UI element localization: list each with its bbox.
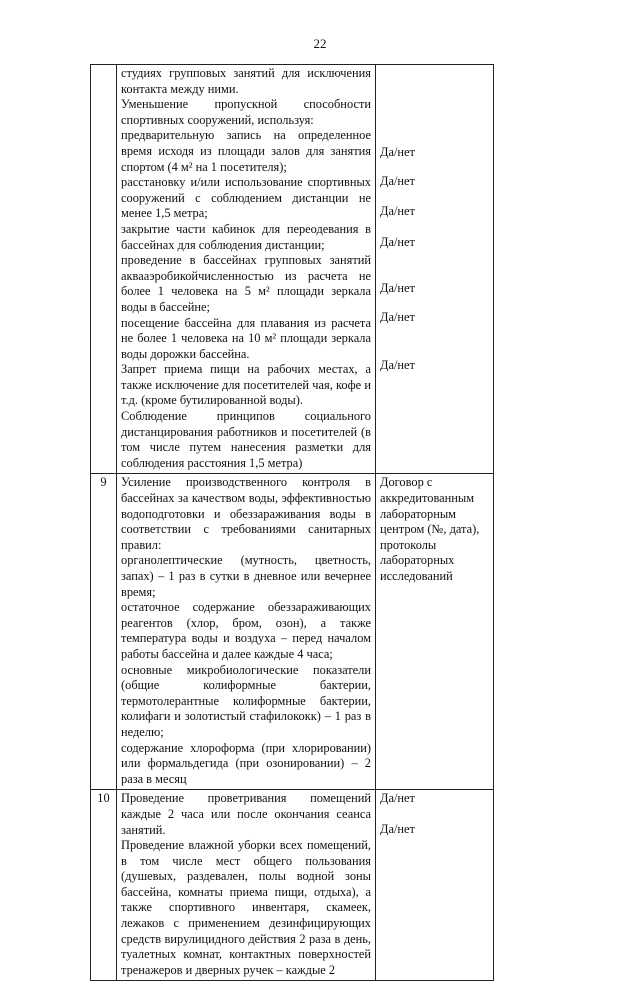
- result-cell: [376, 65, 494, 474]
- result-value: Да/нет: [380, 309, 415, 324]
- result-value: Да/нет: [380, 357, 415, 372]
- result-cell: [376, 474, 494, 790]
- table-row: [91, 790, 494, 981]
- paragraph: расстановку и/или использование спортивных сооружений с соблюдением дистанции не менее 1,5 метра;: [121, 175, 371, 221]
- result-value: Да/нет: [380, 821, 415, 836]
- row-number: 9: [91, 474, 117, 790]
- result-value: Да/нет: [380, 145, 415, 159]
- table-row: [91, 65, 494, 474]
- paragraph: органолептические (мутность, цветность, запах) – 1 раз в сутки в дневное или вечернее время;: [121, 553, 371, 599]
- result-cell: [376, 790, 494, 981]
- paragraph: Усиление производственного контроля в бассейнах за качеством воды, эффективностью водоподготовки и обеззараживания воды в соответствии с требованиями санитарных правил:: [121, 475, 371, 552]
- paragraph: содержание хлороформа (при хлорировании) или формальдегида (при озонировании) – 2 раза в месяц: [121, 740, 371, 786]
- result-value: Договор с аккредитованным лабораторным центром (№, дата), протоколы лабораторных исследований: [380, 475, 480, 583]
- paragraph: Уменьшение пропускной способности спортивных сооружений, используя:: [121, 97, 371, 127]
- result-value: Да/нет: [380, 204, 415, 219]
- requirements-table: [90, 64, 494, 981]
- requirement-text: [117, 65, 376, 474]
- paragraph: посещение бассейна для плавания из расчета не более 1 человека на 10 м² площади зеркала воды дорожки бассейна.: [121, 315, 371, 361]
- paragraph: Проведение влажной уборки всех помещений, в том числе мест общего пользования (душевых, раздевален, полы водной зоны бассейна, комнаты приема пищи, отдыха), а также спортивного инвентаря, скамеек, лежаков с применением дезинфицирующих средств вирулицидного действия 2 раза в день, туалетных комнат, контактных поверхностей тренажеров и дверных ручек – каждые 2: [121, 838, 371, 977]
- result-value: Да/нет: [380, 281, 415, 296]
- row-number: [91, 65, 117, 474]
- paragraph: остаточное содержание обеззараживающих реагентов (хлор, бром, озон), а также температура воды и воздуха – перед началом работы бассейна и далее каждые 4 часа;: [121, 600, 371, 661]
- row-number: 10: [91, 790, 117, 981]
- paragraph: Проведение проветривания помещений каждые 2 часа или после окончания сеанса занятий.: [121, 791, 371, 837]
- requirement-text: [117, 474, 376, 790]
- paragraph: предварительную запись на определенное время исходя из площади залов для занятия спортом (4 м² на 1 посетителя);: [121, 128, 371, 174]
- paragraph: студиях групповых занятий для исключения контакта между ними.: [121, 66, 371, 96]
- result-value: Да/нет: [380, 234, 415, 249]
- result-value: Да/нет: [380, 173, 415, 188]
- requirement-text: [117, 790, 376, 981]
- paragraph: закрытие части кабинок для переодевания в бассейнах для соблюдения дистанции;: [121, 221, 371, 252]
- paragraph: проведение в бассейнах групповых занятий аквааэробикойчисленностью из расчета не более 1 человека на 5 м² площади зеркала воды в бассейне;: [121, 253, 371, 314]
- paragraph: Соблюдение принципов социального дистанцирования работников и посетителей (в том числе путем нанесения разметки для соблюдения расстояния 1,5 метра): [121, 409, 371, 470]
- page-number: 22: [313, 36, 327, 51]
- table-row: [91, 474, 494, 790]
- result-value: Да/нет: [380, 791, 415, 806]
- paragraph: основные микробиологические показатели (общие колиформные бактерии, термотолерантные колиформные бактерии, колифаги и золотистый стафилококк) – 1 раз в неделю;: [121, 662, 371, 739]
- paragraph: Запрет приема пищи на рабочих местах, а также исключение для посетителей чая, кофе и т.д. (кроме бутилированной воды).: [121, 362, 371, 408]
